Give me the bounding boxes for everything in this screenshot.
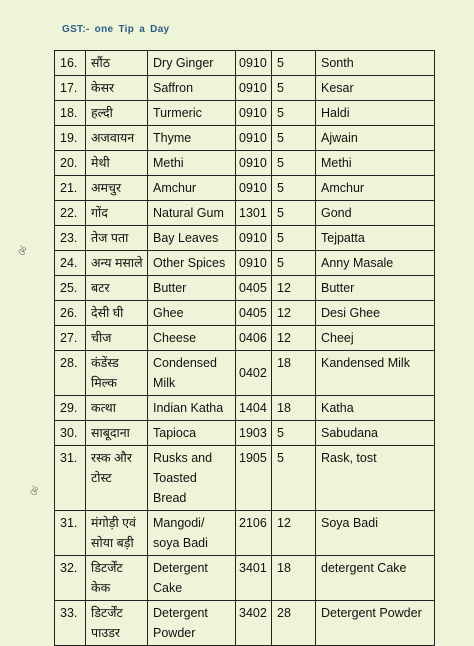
- table-row: [55, 126, 435, 151]
- transliteration-cell: Kandensed Milk: [316, 351, 435, 396]
- gst-rate-cell: 5: [272, 176, 316, 201]
- english-name-cell: Butter: [148, 276, 236, 301]
- serial-number-cell: 16.: [55, 51, 86, 76]
- hindi-name-cell: केसर: [86, 76, 148, 101]
- gst-rate-cell: 5: [272, 226, 316, 251]
- hsn-code-cell: 0910: [236, 51, 272, 76]
- hindi-name-cell: अमचुर: [86, 176, 148, 201]
- table-row: [55, 421, 435, 446]
- gst-rate-cell: 5: [272, 251, 316, 276]
- serial-number-cell: 17.: [55, 76, 86, 101]
- gst-rate-cell: 5: [272, 51, 316, 76]
- english-name-cell: Rusks and Toasted Bread: [148, 446, 236, 511]
- hsn-code-cell: 3402: [236, 601, 272, 646]
- gst-rate-cell: 12: [272, 326, 316, 351]
- hindi-name-cell: कत्था: [86, 396, 148, 421]
- serial-number-cell: 20.: [55, 151, 86, 176]
- hsn-code-cell: 0910: [236, 151, 272, 176]
- hindi-name-cell: मंगोड़ी एवं सोया बड़ी: [86, 511, 148, 556]
- serial-number-cell: 30.: [55, 421, 86, 446]
- serial-number-cell: 25.: [55, 276, 86, 301]
- margin-scribble: ঔ: [18, 247, 27, 258]
- gst-rate-cell: 12: [272, 511, 316, 556]
- page-title: GST:- one Tip a Day: [62, 24, 170, 35]
- hsn-code-cell: 1301: [236, 201, 272, 226]
- transliteration-cell: Katha: [316, 396, 435, 421]
- table-row: [55, 511, 435, 556]
- table-row: [55, 301, 435, 326]
- gst-rate-cell: 5: [272, 126, 316, 151]
- serial-number-cell: 23.: [55, 226, 86, 251]
- table-row: [55, 226, 435, 251]
- table-row: [55, 101, 435, 126]
- hindi-name-cell: अजवायन: [86, 126, 148, 151]
- hindi-name-cell: चीज: [86, 326, 148, 351]
- hindi-name-cell: हल्दी: [86, 101, 148, 126]
- hindi-name-cell: सौंठ: [86, 51, 148, 76]
- table-row: [55, 176, 435, 201]
- hsn-code-cell: 0910: [236, 226, 272, 251]
- gst-rate-cell: 5: [272, 101, 316, 126]
- hindi-name-cell: साबूदाना: [86, 421, 148, 446]
- english-name-cell: Natural Gum: [148, 201, 236, 226]
- table-body: [55, 51, 435, 646]
- english-name-cell: Cheese: [148, 326, 236, 351]
- table-row: [55, 446, 435, 511]
- transliteration-cell: Methi: [316, 151, 435, 176]
- transliteration-cell: Gond: [316, 201, 435, 226]
- table-row: [55, 201, 435, 226]
- transliteration-cell: Anny Masale: [316, 251, 435, 276]
- gst-rate-cell: 18: [272, 556, 316, 601]
- margin-scribble: ঔ: [30, 487, 39, 498]
- hindi-name-cell: गोंद: [86, 201, 148, 226]
- table-row: [55, 556, 435, 601]
- transliteration-cell: Sabudana: [316, 421, 435, 446]
- hsn-code-cell: 0406: [236, 326, 272, 351]
- hsn-code-cell: 1903: [236, 421, 272, 446]
- serial-number-cell: 22.: [55, 201, 86, 226]
- english-name-cell: Detergent Powder: [148, 601, 236, 646]
- serial-number-cell: 28.: [55, 351, 86, 396]
- hindi-name-cell: अन्य मसाले: [86, 251, 148, 276]
- english-name-cell: Condensed Milk: [148, 351, 236, 396]
- english-name-cell: Amchur: [148, 176, 236, 201]
- english-name-cell: Mangodi/ soya Badi: [148, 511, 236, 556]
- english-name-cell: Saffron: [148, 76, 236, 101]
- hsn-code-cell: 0910: [236, 251, 272, 276]
- table-row: [55, 51, 435, 76]
- transliteration-cell: Butter: [316, 276, 435, 301]
- hsn-code-cell: 2106: [236, 511, 272, 556]
- serial-number-cell: 31.: [55, 511, 86, 556]
- hindi-name-cell: रस्क और टोस्ट: [86, 446, 148, 511]
- hsn-code-cell: 1905: [236, 446, 272, 511]
- english-name-cell: Bay Leaves: [148, 226, 236, 251]
- transliteration-cell: Rask, tost: [316, 446, 435, 511]
- table-row: [55, 151, 435, 176]
- hindi-name-cell: मेथी: [86, 151, 148, 176]
- serial-number-cell: 21.: [55, 176, 86, 201]
- hindi-name-cell: कंडेंस्ड मिल्क: [86, 351, 148, 396]
- serial-number-cell: 27.: [55, 326, 86, 351]
- transliteration-cell: Sonth: [316, 51, 435, 76]
- table-row: [55, 276, 435, 301]
- serial-number-cell: 26.: [55, 301, 86, 326]
- table-row: [55, 76, 435, 101]
- hsn-code-cell: 3401: [236, 556, 272, 601]
- english-name-cell: Other Spices: [148, 251, 236, 276]
- gst-rate-cell: 5: [272, 76, 316, 101]
- gst-rate-cell: 5: [272, 201, 316, 226]
- english-name-cell: Tapioca: [148, 421, 236, 446]
- gst-rate-cell: 5: [272, 446, 316, 511]
- serial-number-cell: 18.: [55, 101, 86, 126]
- serial-number-cell: 32.: [55, 556, 86, 601]
- transliteration-cell: Haldi: [316, 101, 435, 126]
- table-row: [55, 251, 435, 276]
- hindi-name-cell: तेज पता: [86, 226, 148, 251]
- hsn-code-cell: 0910: [236, 101, 272, 126]
- hindi-name-cell: डिटर्जेंट केक: [86, 556, 148, 601]
- hindi-name-cell: बटर: [86, 276, 148, 301]
- hsn-code-cell: 0405: [236, 301, 272, 326]
- table-row: [55, 351, 435, 396]
- serial-number-cell: 33.: [55, 601, 86, 646]
- hsn-code-cell: 0402: [236, 351, 272, 396]
- serial-number-cell: 19.: [55, 126, 86, 151]
- transliteration-cell: Ajwain: [316, 126, 435, 151]
- transliteration-cell: Amchur: [316, 176, 435, 201]
- transliteration-cell: Tejpatta: [316, 226, 435, 251]
- gst-rate-cell: 18: [272, 351, 316, 396]
- gst-rate-cell: 18: [272, 396, 316, 421]
- transliteration-cell: Kesar: [316, 76, 435, 101]
- hsn-code-cell: 1404: [236, 396, 272, 421]
- gst-rate-cell: 5: [272, 421, 316, 446]
- serial-number-cell: 24.: [55, 251, 86, 276]
- english-name-cell: Turmeric: [148, 101, 236, 126]
- table-row: [55, 326, 435, 351]
- gst-rate-cell: 5: [272, 151, 316, 176]
- gst-rate-cell: 28: [272, 601, 316, 646]
- serial-number-cell: 29.: [55, 396, 86, 421]
- english-name-cell: Detergent Cake: [148, 556, 236, 601]
- transliteration-cell: Desi Ghee: [316, 301, 435, 326]
- gst-rate-table: [54, 50, 435, 646]
- hsn-code-cell: 0405: [236, 276, 272, 301]
- transliteration-cell: Soya Badi: [316, 511, 435, 556]
- hindi-name-cell: देसी घी: [86, 301, 148, 326]
- english-name-cell: Indian Katha: [148, 396, 236, 421]
- transliteration-cell: Cheej: [316, 326, 435, 351]
- english-name-cell: Ghee: [148, 301, 236, 326]
- transliteration-cell: detergent Cake: [316, 556, 435, 601]
- english-name-cell: Thyme: [148, 126, 236, 151]
- hindi-name-cell: डिटर्जेंट पाउडर: [86, 601, 148, 646]
- gst-rate-cell: 12: [272, 301, 316, 326]
- serial-number-cell: 31.: [55, 446, 86, 511]
- english-name-cell: Methi: [148, 151, 236, 176]
- hsn-code-cell: 0910: [236, 176, 272, 201]
- gst-rate-cell: 12: [272, 276, 316, 301]
- english-name-cell: Dry Ginger: [148, 51, 236, 76]
- hsn-code-cell: 0910: [236, 76, 272, 101]
- table-row: [55, 601, 435, 646]
- table-row: [55, 396, 435, 421]
- transliteration-cell: Detergent Powder: [316, 601, 435, 646]
- hsn-code-cell: 0910: [236, 126, 272, 151]
